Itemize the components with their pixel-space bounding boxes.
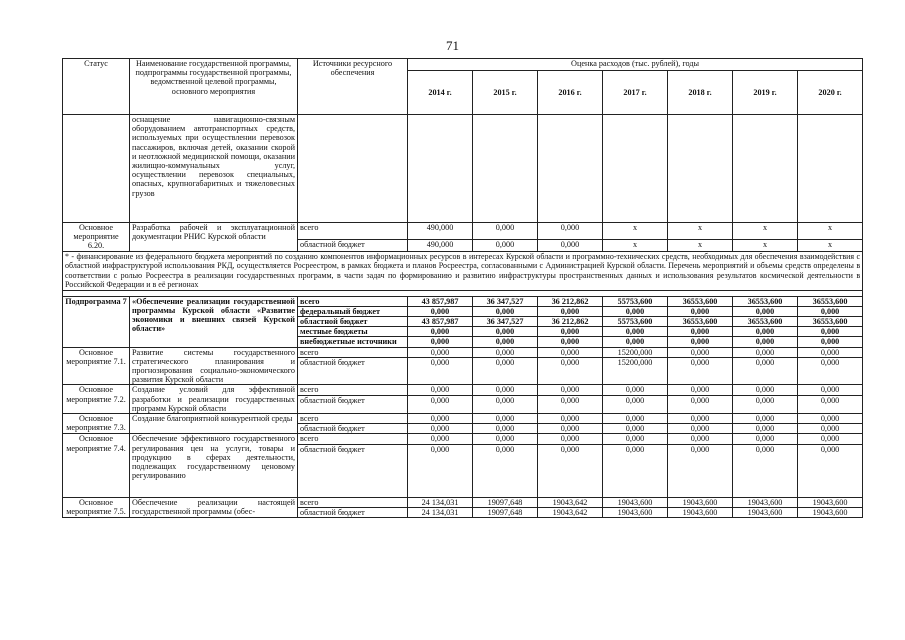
value-cell: 0,000 <box>668 385 733 396</box>
value-cell: 15200,000 <box>603 358 668 385</box>
footnote: * - финансирование из федерального бюджета мероприятий по созданию компонентов информационных ресурсов в интересах Курской области и программно-технических средств, необходимых для обеспечения взаимодействия с областной инфраструктурой использования РКД, осуществляется Росреестром, в рамках бюджета и планов Росреестра, согласованными с Администрацией Курской области. Перечень мероприятий и объемы средств определены в соответствии с ролью Росреестра в реализации государственных программ, в части задач по формированию и развитию инфраструктуры пространственных данных и использования результатов космической деятельности в Российской Федерации и в её регионах <box>63 251 863 290</box>
value-cell: 0,000 <box>538 327 603 337</box>
value-cell: 19043,642 <box>538 497 603 507</box>
header-year: 2017 г. <box>603 71 668 115</box>
value-cell: 0,000 <box>538 337 603 347</box>
value-cell: х <box>668 239 733 251</box>
value-cell: 0,000 <box>798 385 863 396</box>
value-cell: 55753,600 <box>603 296 668 306</box>
value-cell: 0,000 <box>798 347 863 358</box>
value-cell: 36 212,862 <box>538 317 603 327</box>
value-cell: 0,000 <box>668 444 733 497</box>
value-cell: 19043,600 <box>798 497 863 507</box>
source-cell: областной бюджет <box>298 444 408 497</box>
value-cell: 0,000 <box>798 358 863 385</box>
value-cell: 0,000 <box>733 327 798 337</box>
value-cell: 36 347,527 <box>473 296 538 306</box>
value-cell: 0,000 <box>538 385 603 396</box>
value-cell: 0,000 <box>408 385 473 396</box>
value-cell: 0,000 <box>798 434 863 444</box>
value-cell: 0,000 <box>668 306 733 316</box>
value-cell: 43 857,987 <box>408 296 473 306</box>
value-cell: 0,000 <box>733 414 798 424</box>
value-cell: 0,000 <box>408 347 473 358</box>
source-cell: внебюджетные источники <box>298 337 408 347</box>
value-cell: 0,000 <box>733 358 798 385</box>
value-cell: 0,000 <box>538 414 603 424</box>
status-cell: Основное мероприятие 7.2. <box>63 385 130 414</box>
value-cell: 0,000 <box>473 327 538 337</box>
value-cell: 0,000 <box>603 414 668 424</box>
value-cell: 0,000 <box>668 414 733 424</box>
value-cell: 55753,600 <box>603 317 668 327</box>
subprogram-name: «Обеспечение реализации государственной программы Курской области «Развитие экономики и внешних связей Курской области» <box>130 296 298 347</box>
value-cell: 0,000 <box>473 306 538 316</box>
value-cell: 0,000 <box>733 337 798 347</box>
value-cell: 19043,600 <box>668 497 733 507</box>
source-cell: федеральный бюджет <box>298 306 408 316</box>
value-cell: 36553,600 <box>798 296 863 306</box>
status-cell: Основное мероприятие 7.5. <box>63 497 130 517</box>
source-cell: областной бюджет <box>298 239 408 251</box>
value-cell: 36553,600 <box>668 317 733 327</box>
source-cell: областной бюджет <box>298 424 408 434</box>
value-cell: 0,000 <box>733 396 798 414</box>
source-cell: всего <box>298 497 408 507</box>
source-cell: всего <box>298 296 408 306</box>
value-cell: 0,000 <box>538 347 603 358</box>
value-cell: 0,000 <box>408 414 473 424</box>
status-cell: Основное мероприятие 7.3. <box>63 414 130 434</box>
value-cell: 19043,600 <box>603 497 668 507</box>
value-cell: 0,000 <box>798 414 863 424</box>
header-year: 2015 г. <box>473 71 538 115</box>
value-cell: 0,000 <box>733 444 798 497</box>
header-status: Статус <box>63 59 130 115</box>
value-cell: 0,000 <box>798 327 863 337</box>
header-year: 2019 г. <box>733 71 798 115</box>
value-cell: 0,000 <box>733 434 798 444</box>
value-cell: 0,000 <box>603 444 668 497</box>
activity-name: Создание благоприятной конкурентной среды <box>130 414 298 434</box>
value-cell: 0,000 <box>668 434 733 444</box>
header-year: 2014 г. <box>408 71 473 115</box>
value-cell: 0,000 <box>538 239 603 251</box>
value-cell: х <box>798 223 863 240</box>
value-cell: 0,000 <box>473 434 538 444</box>
value-cell: 0,000 <box>603 306 668 316</box>
value-cell: 0,000 <box>473 396 538 414</box>
value-cell: 0,000 <box>538 396 603 414</box>
activity-name: Развитие системы государственного стратегического планирования и прогнозирования социально-экономического развития Курской области <box>130 347 298 385</box>
value-cell: 0,000 <box>473 358 538 385</box>
value-cell: х <box>798 239 863 251</box>
value-cell: 0,000 <box>668 358 733 385</box>
source-cell: всего <box>298 414 408 424</box>
source-cell: областной бюджет <box>298 507 408 517</box>
value-cell: 36553,600 <box>733 317 798 327</box>
source-cell: всего <box>298 385 408 396</box>
value-cell: 0,000 <box>538 434 603 444</box>
value-cell: 19043,600 <box>603 507 668 517</box>
value-cell: 19097,648 <box>473 497 538 507</box>
page-number: 71 <box>446 38 459 53</box>
value-cell: 24 134,031 <box>408 497 473 507</box>
budget-table <box>62 58 863 518</box>
value-cell: 0,000 <box>538 306 603 316</box>
value-cell: 0,000 <box>473 385 538 396</box>
value-cell: 0,000 <box>603 327 668 337</box>
value-cell: 36553,600 <box>798 317 863 327</box>
value-cell: 490,000 <box>408 223 473 240</box>
value-cell: 19043,600 <box>668 507 733 517</box>
value-cell: 0,000 <box>668 424 733 434</box>
continued-name-cell: оснащение навигационно-связным оборудованием автотранспортных средств, используемых при осуществлении перевозок пассажиров, включая детей, оказании скорой и неотложной медицинской помощи, оказании жилищно-коммунальных услуг, осуществлении перевозок специальных, опасных, крупногабаритных и тяжеловесных грузов <box>130 115 298 223</box>
activity-name: Обеспечение реализации настоящей государственной программы (обес- <box>130 497 298 517</box>
value-cell: 0,000 <box>538 444 603 497</box>
value-cell: 0,000 <box>408 396 473 414</box>
status-cell: Основное мероприятие 7.1. <box>63 347 130 385</box>
value-cell: 0,000 <box>668 396 733 414</box>
value-cell: 0,000 <box>538 223 603 240</box>
value-cell: 0,000 <box>798 444 863 497</box>
header-source: Источники ресурсного обеспечения <box>298 59 408 115</box>
value-cell: 0,000 <box>603 385 668 396</box>
value-cell: 0,000 <box>473 414 538 424</box>
value-cell: 0,000 <box>473 223 538 240</box>
status-cell: Основное мероприятие 7.4. <box>63 434 130 497</box>
header-year: 2020 г. <box>798 71 863 115</box>
value-cell: х <box>668 223 733 240</box>
value-cell: 36553,600 <box>733 296 798 306</box>
value-cell: 0,000 <box>733 306 798 316</box>
value-cell: 0,000 <box>603 424 668 434</box>
activity-name: Обеспечение эффективного государственного регулирования цен на услуги, товары и продукцию в сферах деятельности, подлежащих государственному ценовому регулированию <box>130 434 298 497</box>
value-cell: 0,000 <box>603 396 668 414</box>
value-cell: х <box>603 239 668 251</box>
source-cell: областной бюджет <box>298 396 408 414</box>
value-cell: 0,000 <box>798 424 863 434</box>
value-cell: 0,000 <box>408 424 473 434</box>
source-cell: областной бюджет <box>298 317 408 327</box>
value-cell: 0,000 <box>408 306 473 316</box>
activity-name: Разработка рабочей и эксплуатационной документации РНИС Курской области <box>130 223 298 252</box>
value-cell: 0,000 <box>733 385 798 396</box>
value-cell: х <box>733 223 798 240</box>
value-cell: 0,000 <box>668 347 733 358</box>
value-cell: 19043,600 <box>733 507 798 517</box>
value-cell: 19043,600 <box>798 507 863 517</box>
value-cell: 0,000 <box>473 424 538 434</box>
source-cell: областной бюджет <box>298 358 408 385</box>
value-cell: 0,000 <box>538 424 603 434</box>
header-year: 2018 г. <box>668 71 733 115</box>
value-cell: 19043,642 <box>538 507 603 517</box>
header-name: Наименование государственной программы, подпрограммы государственной программы, ведомственной целевой программы, основного мероприятия <box>130 59 298 115</box>
value-cell: х <box>733 239 798 251</box>
value-cell: 0,000 <box>473 337 538 347</box>
source-cell: всего <box>298 434 408 444</box>
value-cell: 0,000 <box>538 358 603 385</box>
status-cell: Основное мероприятие 6.20. <box>63 223 130 252</box>
value-cell: 0,000 <box>668 337 733 347</box>
status-cell: Подпрограмма 7 <box>63 296 130 347</box>
value-cell: 0,000 <box>408 358 473 385</box>
value-cell: 0,000 <box>408 327 473 337</box>
value-cell: 0,000 <box>603 434 668 444</box>
source-cell: местные бюджеты <box>298 327 408 337</box>
value-cell: 0,000 <box>473 444 538 497</box>
value-cell: 0,000 <box>798 396 863 414</box>
source-cell: всего <box>298 223 408 240</box>
value-cell: 24 134,031 <box>408 507 473 517</box>
value-cell: 36 212,862 <box>538 296 603 306</box>
value-cell: 15200,000 <box>603 347 668 358</box>
value-cell: 0,000 <box>668 327 733 337</box>
value-cell: 19097,648 <box>473 507 538 517</box>
value-cell: 0,000 <box>798 306 863 316</box>
value-cell: 0,000 <box>798 337 863 347</box>
source-cell: всего <box>298 347 408 358</box>
value-cell: 0,000 <box>408 434 473 444</box>
value-cell: 490,000 <box>408 239 473 251</box>
value-cell: 0,000 <box>408 337 473 347</box>
value-cell: 0,000 <box>603 337 668 347</box>
value-cell: 0,000 <box>733 424 798 434</box>
header-year: 2016 г. <box>538 71 603 115</box>
value-cell: х <box>603 223 668 240</box>
value-cell: 36553,600 <box>668 296 733 306</box>
header-estimate: Оценка расходов (тыс. рублей), годы <box>408 59 863 71</box>
value-cell: 0,000 <box>408 444 473 497</box>
value-cell: 0,000 <box>733 347 798 358</box>
value-cell: 0,000 <box>473 239 538 251</box>
value-cell: 19043,600 <box>733 497 798 507</box>
activity-name: Создание условий для эффективной разработки и реализации государственных программ Курской области <box>130 385 298 414</box>
value-cell: 43 857,987 <box>408 317 473 327</box>
value-cell: 36 347,527 <box>473 317 538 327</box>
value-cell: 0,000 <box>473 347 538 358</box>
